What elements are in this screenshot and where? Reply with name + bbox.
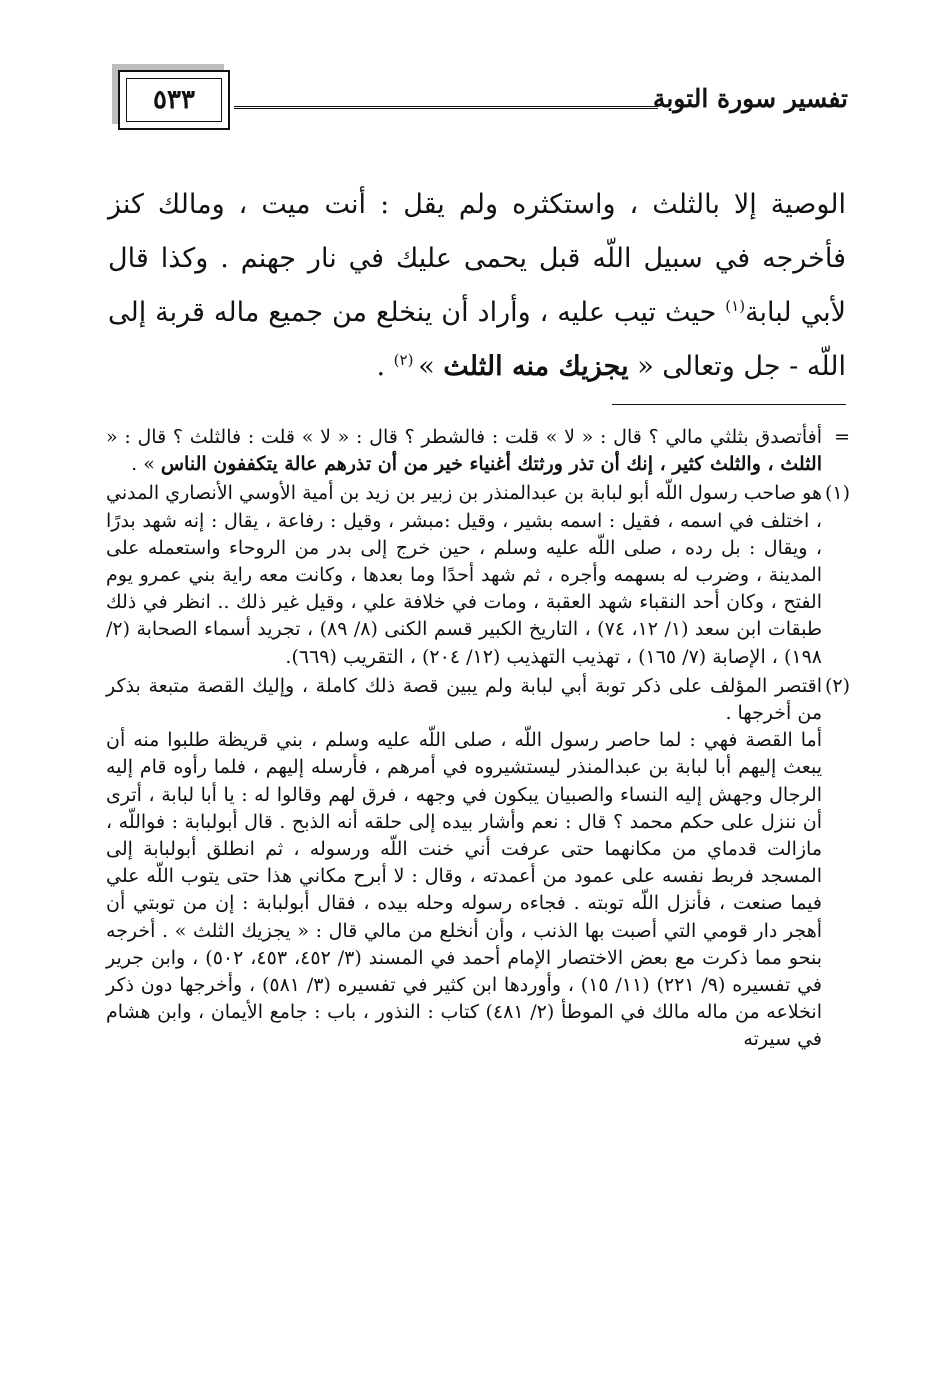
footnote-ref-1: (١) bbox=[725, 297, 746, 315]
page-number-box bbox=[118, 70, 230, 130]
footnote-continued bbox=[106, 424, 850, 478]
main-text-part: . bbox=[376, 351, 394, 382]
footnote-separator bbox=[612, 404, 846, 405]
page-number: ٥٣٣ bbox=[153, 85, 195, 115]
footnote-text: اقتصر المؤلف على ذكر توبة أبي لبابة ولم يبين قصة ذلك كاملة ، وإليك القصة متبعة بذكر من أخرجها . bbox=[106, 674, 822, 725]
main-text bbox=[108, 178, 846, 394]
footnote-marker: (١) bbox=[824, 482, 850, 505]
footnote-text: هو صاحب رسول اللّه أبو لبابة بن عبدالمنذر بن زبير بن زيد بن أمية الأوسي الأنصاري المدني ، اختلف في اسمه ، فقيل : اسمه بشير ، وقيل :مبشر ، وقيل : رفاعة ، يقال : إنه شهد بدرًا ، ويقال : بل رده ، صلى اللّه عليه وسلم ، حين خرج إلى بدر من الروحاء واستعمله على المدينة ، وضرب له بسهمه وأجره ، ثم شهد أحدًا وما بعدها ، وكانت معه راية بني عمرو يوم الفتح ، وكان أحد النقباء شهد العقبة ، ومات في خلافة علي ، وقيل غير ذلك .. انظر في ذلك طبقات ابن سعد (١/ ١٢، ٧٤) ، التاريخ الكبير قسم الكنى (٨/ ٨٩) ، تجريد أسماء الصحابة (٢/ ١٩٨) ، الإصابة (٧/ ١٦٥) ، تهذيب التهذيب (١٢/ ٢٠٤) ، التقريب (٦٦٩). bbox=[106, 482, 822, 668]
footnotes bbox=[106, 424, 850, 1056]
footnote-text: » . bbox=[131, 453, 161, 476]
footnote-quote: الثلث ، والثلث كثير ، إنك أن تذر ورثتك أغنياء خير من أن تذرهم عالة يتكففون الناس bbox=[160, 453, 822, 476]
footnote-text: أفأتصدق بثلثي مالي ؟ قال : « لا » قلت : فالشطر ؟ قال : « لا » قلت : فالثلث ؟ قال : « bbox=[106, 426, 822, 448]
page-header bbox=[118, 70, 848, 132]
footnote-marker: (٢) bbox=[824, 674, 850, 697]
main-text-part: الوصية إلا بالثلث ، واستكثره ولم يقل : أنت ميت ، ومالك كنز فأخرجه في سبيل اللّه قبل يحمى عليك في نار جهنم . وكذا قال لأبي لبابة bbox=[108, 189, 847, 328]
main-paragraph bbox=[108, 178, 846, 394]
running-title: تفسير سورة التوبة bbox=[652, 84, 848, 113]
footnote-2 bbox=[106, 673, 850, 1054]
header-rule bbox=[234, 106, 658, 112]
footnote-ref-2: (٢) bbox=[393, 351, 419, 369]
main-text-quote: يجزيك منه الثلث bbox=[443, 351, 629, 382]
footnote-1 bbox=[106, 480, 850, 670]
main-text-part: » bbox=[418, 351, 444, 382]
main-text-part: حيث تيب عليه ، وأراد أن ينخلع من جميع ماله قربة إلى اللّه - جل وتعالى « bbox=[108, 297, 846, 382]
footnote-text: أما القصة فهي : لما حاصر رسول اللّه ، صلى اللّه عليه وسلم ، بني قريظة طلبوا منه أن يبعث إليهم أبا لبابة بن عبدالمنذر ليستشيروه في أمرهم ، فأرسله إليهم ، فلما رأوه قام إليه الرجال وجهش إليه النساء والصبيان يبكون في وجهه ، فرق لهم وقالوا له : يا أبا لبابة ، أترى أن ننزل على حكم محمد ؟ قال : نعم وأشار بيده إلى حلقه أنه الذبح . قال أبولبابة : فواللّه ، مازالت قدماي من مكانهما حتى عرفت أني خنت اللّه ورسوله ، ثم انطلق أبولبابة إلى المسجد فربط نفسه على عمود من أعمدته ، وقال : لا أبرح مكاني هذا حتى يتوب اللّه علي فيما صنعت ، فأنزل اللّه توبته . فجاءه رسوله وحله بيده ، فقال أبولبابة : إن من توبتي أن أهجر دار قومي التي أصبت بها الذنب ، وأن أنخلع من مالي قال : « يجزيك الثلث » . أخرجه بنحو مما ذكرت مع بعض الاختصار الإمام أحمد في المسند (٣/ ٤٥٢، ٤٥٣، ٥٠٢) ، وابن جرير في تفسيره (٩/ ٢٢١) (١١/ ١٥) ، وأوردها ابن كثير في تفسيره (٣/ ٥٨١) ، وأخرجها دون ذكر انخلاعه من ماله مالك في الموطأ (٢/ ٤٨١) كتاب : النذور ، باب : جامع الأيمان ، وابن هشام في سيرته bbox=[106, 729, 823, 1051]
footnote-marker: = bbox=[834, 426, 850, 448]
